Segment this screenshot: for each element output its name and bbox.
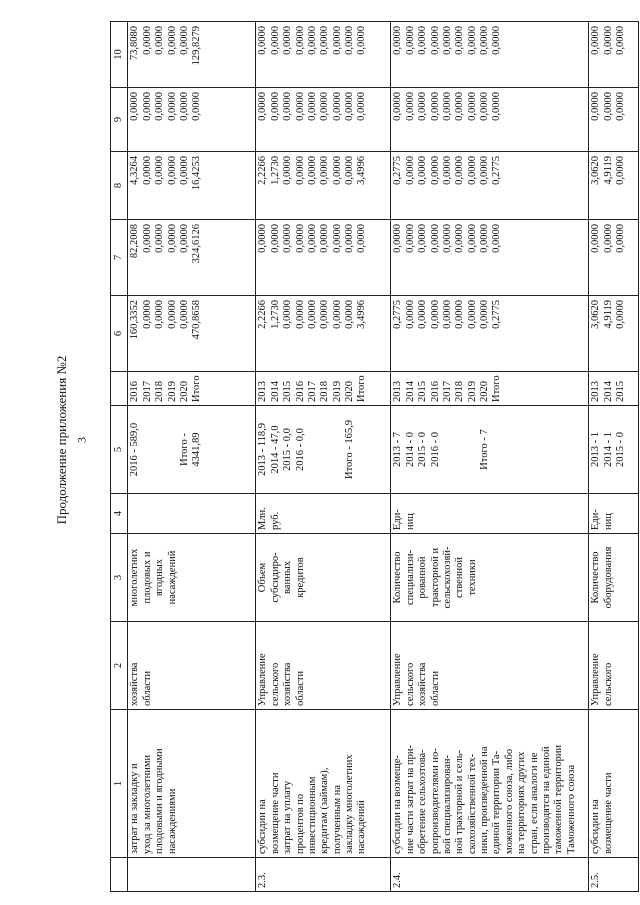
row-number: 2.4. (391, 858, 589, 892)
table-row (589, 22, 639, 892)
program-table (110, 21, 639, 892)
target-value: 2013 - 118,9 2014 - 47,0 2015 - 0,0 2016 - 0,0 Итого - 165,9 (256, 406, 391, 494)
years: 2016 2017 2018 2019 2020 Итого (128, 372, 256, 406)
col-header-3: 3 (111, 534, 128, 622)
value-col-10: 0,0000 0,0000 0,0000 0,0000 0,0000 0,0000 0,0000 0,0000 0,0000 (391, 22, 589, 88)
value-col-8: 4,3264 0,0000 0,0000 0,0000 0,0000 16,4253 (128, 152, 256, 220)
row-number: 2.5. (589, 858, 639, 892)
indicator: Количество оборудования (589, 534, 639, 622)
unit: Еди- ниц (391, 494, 589, 534)
years: 2013 2014 2015 (589, 372, 639, 406)
value-col-6: 2,2266 1,2730 0,0000 0,0000 0,0000 0,0000 0,0000 0,0000 3,4996 (256, 296, 391, 372)
value-col-9: 0,0000 0,0000 0,0000 0,0000 0,0000 0,0000 0,0000 0,0000 0,0000 (256, 88, 391, 152)
target-value: 2013 - 7 2014 - 0 2015 - 0 2016 - 0 Итого - 7 (391, 406, 589, 494)
measure-name: субсидии на возмещение части затрат на уплату процентов по инвестиционным кредитам (займам), полученным на закладку многолетних насаждений (256, 710, 391, 858)
value-col-9: 0,0000 0,0000 0,0000 0,0000 0,0000 0,0000 0,0000 0,0000 0,0000 (391, 88, 589, 152)
target-value: 2016 - 589,0 Итого - 4341,89 (128, 406, 256, 494)
value-col-6: 3,0620 4,9119 0,0000 (589, 296, 639, 372)
value-col-10: 73,8080 0,0000 0,0000 0,0000 0,0000 129,8279 (128, 22, 256, 88)
unit: Млн. руб. (256, 494, 391, 534)
value-col-7: 82,2008 0,0000 0,0000 0,0000 0,0000 324,6126 (128, 220, 256, 296)
value-col-6: 0,2775 0,0000 0,0000 0,0000 0,0000 0,0000 0,0000 0,0000 0,2775 (391, 296, 589, 372)
executor: Управление сельского (589, 622, 639, 710)
value-col-8: 0,2775 0,0000 0,0000 0,0000 0,0000 0,0000 0,0000 0,0000 0,2775 (391, 152, 589, 220)
col-header-2: 2 (111, 622, 128, 710)
value-col-9: 0,0000 0,0000 0,0000 (589, 88, 639, 152)
executor: Управление сельского хозяйства области (256, 622, 391, 710)
col-header-6: 6 (111, 296, 128, 372)
executor: Управление сельского хозяйства области (391, 622, 589, 710)
value-col-8: 3,0620 4,9119 0,0000 (589, 152, 639, 220)
value-col-9: 0,0000 0,0000 0,0000 0,0000 0,0000 0,0000 (128, 88, 256, 152)
table-row (391, 22, 589, 892)
col-header-10: 10 (111, 22, 128, 88)
unit (128, 494, 256, 534)
page-number: 3 (74, 437, 89, 443)
indicator: Объем субсидиро- ванных кредитов (256, 534, 391, 622)
col-num-header (111, 858, 128, 892)
col-header-9: 9 (111, 88, 128, 152)
value-col-10: 0,0000 0,0000 0,0000 (589, 22, 639, 88)
row-number (128, 858, 256, 892)
rotated-table-wrapper (110, 22, 640, 892)
col-header-5: 5 (111, 406, 128, 494)
measure-name: затрат на закладку и уход за многолетними плодовыми и ягодными насаждениями (128, 710, 256, 858)
col-header-1: 1 (111, 710, 128, 858)
years: 2013 2014 2015 2016 2017 2018 2019 2020 Итого (391, 372, 589, 406)
value-col-8: 2,2266 1,2730 0,0000 0,0000 0,0000 0,0000 0,0000 0,0000 3,4996 (256, 152, 391, 220)
executor: хозяйства области (128, 622, 256, 710)
table-row (256, 22, 391, 892)
col-header-7: 7 (111, 220, 128, 296)
col-header-years (111, 372, 128, 406)
value-col-7: 0,0000 0,0000 0,0000 0,0000 0,0000 0,0000 0,0000 0,0000 0,0000 (256, 220, 391, 296)
value-col-10: 0,0000 0,0000 0,0000 0,0000 0,0000 0,0000 0,0000 0,0000 0,0000 (256, 22, 391, 88)
unit: Еди- ниц (589, 494, 639, 534)
page-heading: Продолжение приложения №2 (54, 355, 69, 525)
value-col-6: 160,3352 0,0000 0,0000 0,0000 0,0000 470,8658 (128, 296, 256, 372)
target-value: 2013 - 1 2014 - 1 2015 - 0 (589, 406, 639, 494)
col-header-4: 4 (111, 494, 128, 534)
table-row (128, 22, 256, 892)
indicator: многолетних плодовых и ягодных насаждений (128, 534, 256, 622)
years: 2013 2014 2015 2016 2017 2018 2019 2020 Итого (256, 372, 391, 406)
indicator: Количество специализи- рованной тракторной и сельскохозяй- ственной техники (391, 534, 589, 622)
value-col-7: 0,0000 0,0000 0,0000 (589, 220, 639, 296)
col-header-8: 8 (111, 152, 128, 220)
measure-name: субсидии на возмеще- ние части затрат на при- обретение сельхозтова- ропроизводителями но- вой специализирован- ной тракторной и сель- скохозяйственной тех- ники, произведенной на единой территории Та- моженного союза, либо на территориях других стран, если аналоги не производятся на единой таможенной территории Таможенного союза (391, 710, 589, 858)
row-number: 2.3. (256, 858, 391, 892)
measure-name: субсидии на возмещение части (589, 710, 639, 858)
column-number-row (111, 22, 128, 892)
value-col-7: 0,0000 0,0000 0,0000 0,0000 0,0000 0,0000 0,0000 0,0000 0,0000 (391, 220, 589, 296)
